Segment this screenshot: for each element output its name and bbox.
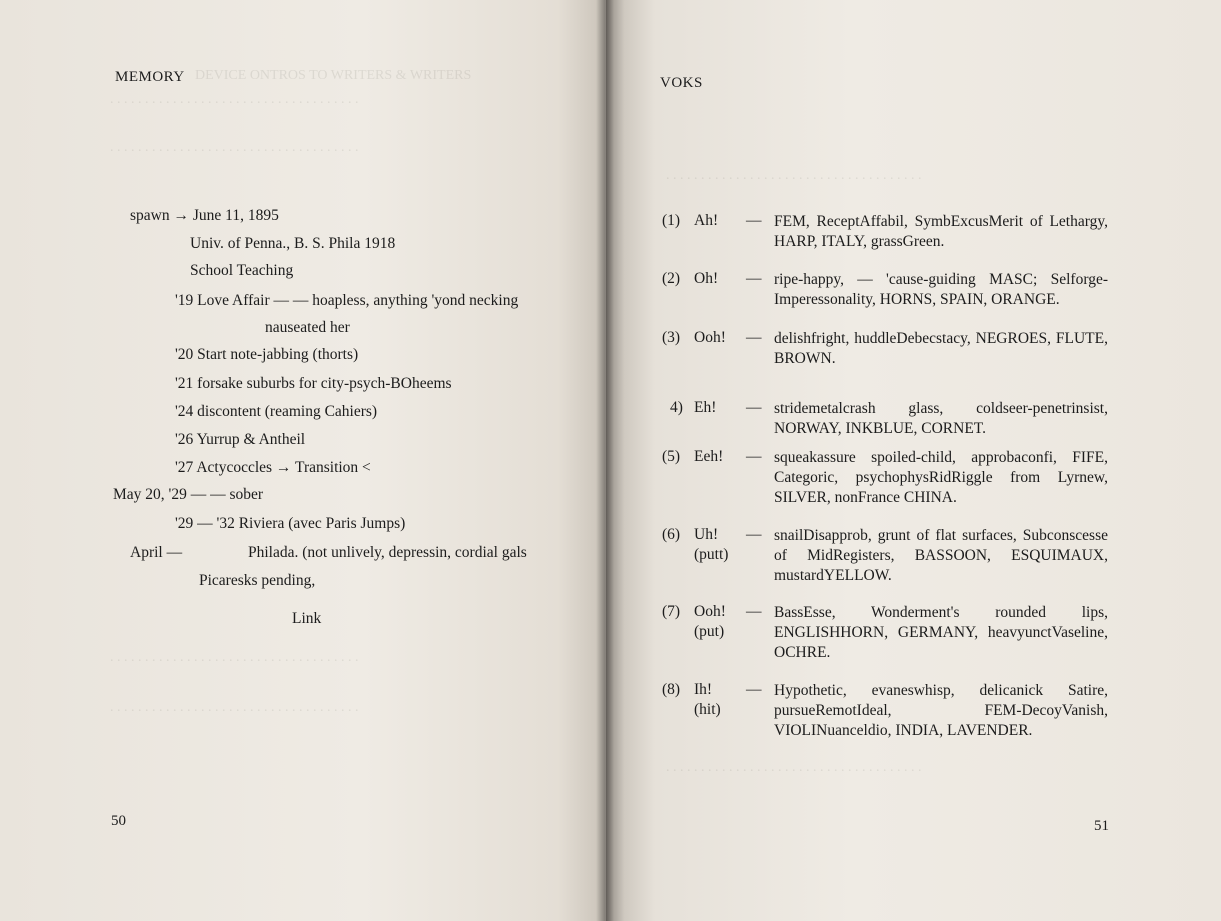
memory-line: May 20, '29 — — sober: [113, 486, 264, 503]
entry-dash: —: [746, 329, 762, 346]
entry-description: squeakassure spoiled-child, approbaconfi, FIFE, Categoric, psychophysRidRiggle from Lyrnew, SILVER, nonFrance CHINA.: [774, 449, 1108, 506]
entry-number: (1): [662, 212, 681, 229]
entry-dash: —: [746, 270, 762, 287]
entry-word: Ooh!: [694, 329, 726, 346]
entry-word: Oh!: [694, 270, 719, 287]
memory-line: '27 Actycoccles → Transition <: [175, 459, 371, 476]
entry-word: Ih!: [694, 681, 713, 698]
entry-description: BassEsse, Wonderment's rounded lips, ENGLISHHORN, GERMANY, heavyunctVaseline, OCHRE.: [774, 604, 1108, 661]
memory-line: April —: [130, 544, 183, 561]
entry-dash: —: [746, 603, 762, 620]
entry-number: 4): [670, 399, 683, 416]
page-header: MEMORY: [115, 69, 185, 85]
entry-dash: —: [746, 212, 762, 229]
entry-number: (7): [662, 603, 681, 620]
entry-number: (3): [662, 329, 681, 346]
memory-line: Link: [292, 610, 322, 627]
entry-subword: (hit): [694, 701, 721, 718]
memory-line: School Teaching: [190, 262, 294, 279]
memory-line: Univ. of Penna., B. S. Phila 1918: [190, 235, 396, 252]
entry-word: Ooh!: [694, 603, 726, 620]
entry-description: ripe-happy, — 'cause-guiding MASC; Selforge-Imperessonality, HORNS, SPAIN, ORANGE.: [774, 271, 1108, 308]
memory-line: '24 discontent (reaming Cahiers): [175, 403, 378, 420]
entry-word: Eh!: [694, 399, 717, 416]
memory-line: '20 Start note-jabbing (thorts): [175, 346, 359, 363]
left-page: DEVICE ONTROS TO WRITERS & WRITERS . . . . . . . . . . . . . . . . . . . . . . . . . . . . . . . . . . . . . . . . . . . . . . . . . . . . . . . . . . . . . . . . . . . . . . . . . . . . . . . . . . . . . . . . . . . . . . . . . . . . . . . . . . . . . . . . . . . . . . . . . . . . . . . . . . . . . . . . . . . . . . . . MEMORY spawn → June 11, 1895 Univ. of Penna., B. S. Phila 1918 School Teaching '19 Love Affair — — hoapless, anything 'yond necking nauseated her '20 Start note-jabbing (thorts) '21 forsake suburbs for city-psych-BOheems '24 discontent (reaming Cahiers) '26 Yurrup & Antheil '27 Actycoccles → Transition < May 20, '29 — — sober '29 — '32 Riviera (avec Paris Jumps) April — Philada. (not unlively, depressin, cordial gals Picaresks pending, Link 50: [0, 0, 606, 921]
memory-line: '29 — '32 Riviera (avec Paris Jumps): [175, 515, 406, 532]
entry-description: snailDisapprob, grunt of flat surfaces, Subconscesse of MidRegisters, BASSOON, ESQUIMAUX, mustardYELLOW.: [774, 527, 1108, 584]
page-number: 51: [1094, 818, 1109, 834]
memory-line: spawn → June 11, 1895: [130, 207, 279, 224]
entry-word: Ah!: [694, 212, 719, 229]
memory-line: Philada. (not unlively, depressin, cordial gals: [248, 544, 527, 561]
entry-dash: —: [746, 526, 762, 543]
entry-number: (5): [662, 448, 681, 465]
entry-description: Hypothetic, evaneswhisp, delicanick Satire, pursueRemotIdeal, FEM-DecoyVanish, VIOLINuanceldio, INDIA, LAVENDER.: [774, 682, 1108, 739]
memory-line: '19 Love Affair — — hoapless, anything 'yond necking: [175, 292, 519, 309]
entry-number: (8): [662, 681, 681, 698]
right-page: . . . . . . . . . . . . . . . . . . . . . . . . . . . . . . . . . . . . . . . . . . . . . . . . . . . . . . . . . . . . . . . . . . . . . . . . . . VOKS (1) Ah! — FEM, ReceptAffabil, SymbExcusMerit of Lethargy, HARP, ITALY, grassGreen. (2) Oh! — ripe-happy, — 'cause-guiding MASC; Selforge-Imperessonality, HORNS, SPAIN, ORANGE. (3) Ooh! — delishfright, huddleDebecstacy, NEGROES, FLUTE, BROWN. 4) Eh! — stridemetalcrash glass, coldseer-penetrinsist, NORWAY, INKBLUE, CORNET. (5) Eeh! — squeakassure spoiled-child, approbaconfi, FIFE, Categoric, psychophysRidRiggle from Lyrnew, SILVER, nonFrance CHINA. (6) Uh! (putt) — snailDisapprob, grunt of flat surfaces, Subconscesse of MidRegisters, BASSOON, ESQUIMAUX, mustardYELLOW. (7) Ooh! (put) — BassEsse, Wonderment's rounded lips, ENGLISHHORN, GERMANY, heavyunctVaseline, OCHRE. (8) Ih! (hit) — Hypothetic, evaneswhisp, delicanick Satire, pursueRemotIdeal, FEM-DecoyVanish, VIOLINuanceldio, INDIA, LAVENDER. 51: [606, 0, 1221, 921]
entry-description: FEM, ReceptAffabil, SymbExcusMerit of Lethargy, HARP, ITALY, grassGreen.: [774, 213, 1108, 250]
entry-word: Uh!: [694, 526, 719, 543]
entry-description: stridemetalcrash glass, coldseer-penetrinsist, NORWAY, INKBLUE, CORNET.: [774, 400, 1108, 437]
entry-number: (2): [662, 270, 681, 287]
entry-dash: —: [746, 448, 762, 465]
entry-description: delishfright, huddleDebecstacy, NEGROES, FLUTE, BROWN.: [774, 330, 1108, 367]
entry-subword: (putt): [694, 546, 729, 563]
entry-subword: (put): [694, 623, 725, 640]
memory-line: '26 Yurrup & Antheil: [175, 431, 306, 448]
page-header: VOKS: [660, 75, 703, 91]
entry-number: (6): [662, 526, 681, 543]
memory-line: '21 forsake suburbs for city-psych-BOheems: [175, 375, 452, 392]
entry-word: Eeh!: [694, 448, 724, 465]
entry-dash: —: [746, 681, 762, 698]
memory-line: nauseated her: [265, 319, 350, 336]
entry-dash: —: [746, 399, 762, 416]
page-number: 50: [111, 813, 126, 829]
memory-line: Picaresks pending,: [199, 572, 316, 589]
